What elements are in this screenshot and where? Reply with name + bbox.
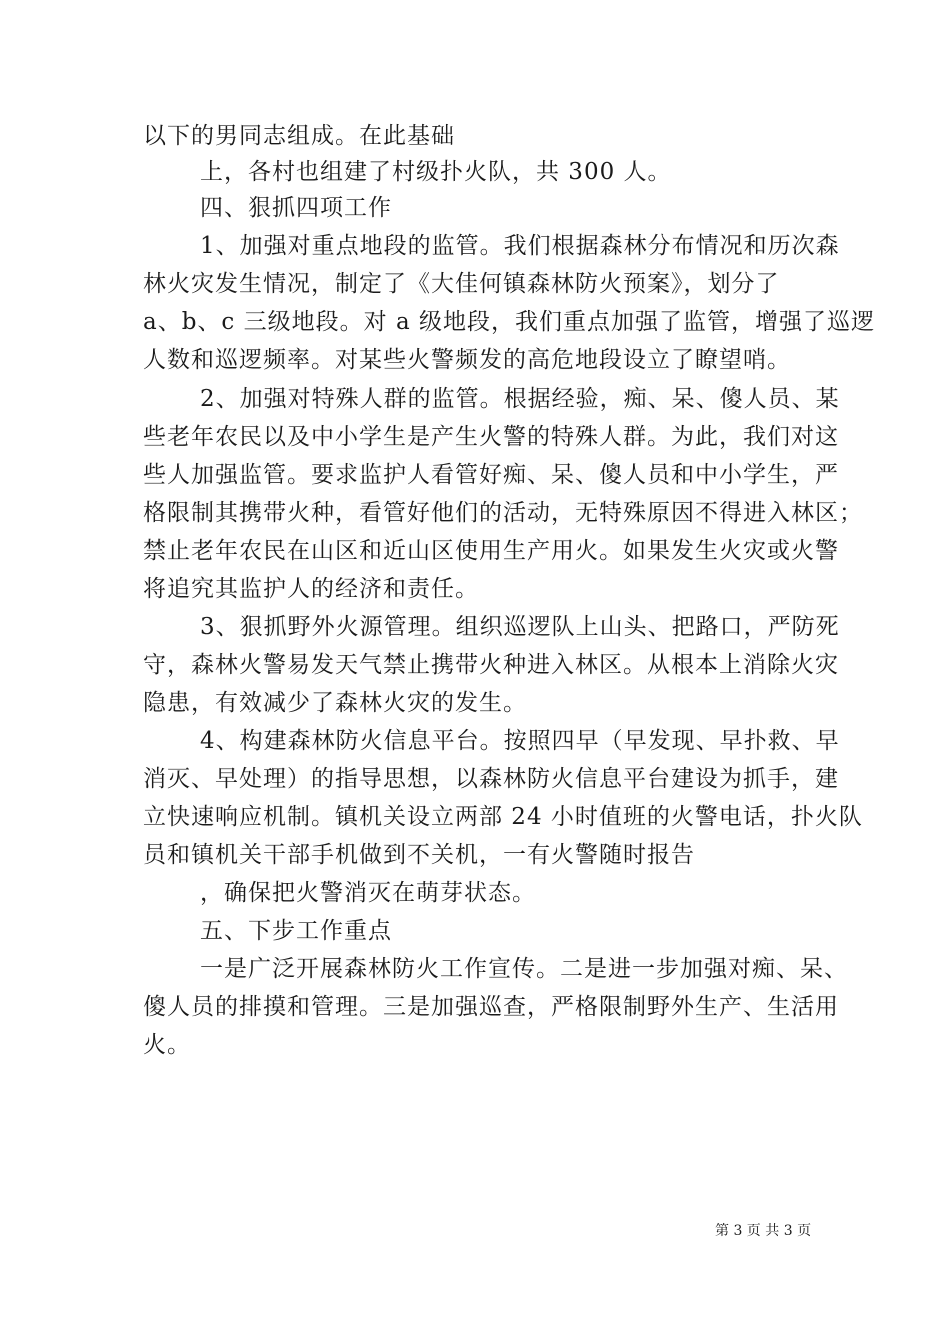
text-line: 将追究其监护人的经济和责任。: [143, 576, 479, 602]
text-line: 员和镇机关干部手机做到不关机，一有火警随时报告: [143, 842, 695, 868]
text-line: 些老年农民以及中小学生是产生火警的特殊人群。为此，我们对这: [143, 424, 839, 450]
text-line: 人数和巡逻频率。对某些火警频发的高危地段设立了瞭望哨。: [143, 347, 791, 373]
section-heading: 四、狠抓四项工作: [200, 195, 392, 221]
text-line: 3、狠抓野外火源管理。组织巡逻队上山头、把路口，严防死: [200, 614, 840, 640]
text-line: 隐患，有效减少了森林火灾的发生。: [143, 690, 527, 716]
text-line: 禁止老年农民在山区和近山区使用生产用火。如果发生火灾或火警: [143, 538, 839, 564]
text-line: ，确保把火警消灭在萌芽状态。: [200, 880, 536, 906]
text-line: 消灭、早处理）的指导思想，以森林防火信息平台建设为抓手，建: [143, 766, 839, 792]
text-line: 立快速响应机制。镇机关设立两部 24 小时值班的火警电话，扑火队: [143, 804, 863, 830]
text-line: 以下的男同志组成。在此基础: [143, 123, 455, 149]
text-line: 火。: [143, 1032, 191, 1058]
text-line: 些人加强监管。要求监护人看管好痴、呆、傻人员和中小学生，严: [143, 462, 839, 488]
section-heading: 五、下步工作重点: [200, 918, 392, 944]
text-line: 格限制其携带火种，看管好他们的活动，无特殊原因不得进入林区；: [143, 500, 863, 526]
text-line: 上，各村也组建了村级扑火队，共 300 人。: [200, 159, 672, 185]
text-line: 1、加强对重点地段的监管。我们根据森林分布情况和历次森: [200, 233, 840, 259]
text-line: 傻人员的排摸和管理。三是加强巡查，严格限制野外生产、生活用: [143, 994, 839, 1020]
text-line: 一是广泛开展森林防火工作宣传。二是进一步加强对痴、呆、: [200, 956, 848, 982]
text-line: a、b、c 三级地段。对 a 级地段，我们重点加强了监管，增强了巡逻: [143, 309, 875, 335]
text-line: 守，森林火警易发天气禁止携带火种进入林区。从根本上消除火灾: [143, 652, 839, 678]
text-line: 林火灾发生情况，制定了《大佳何镇森林防火预案》，划分了: [143, 271, 780, 297]
text-line: 2、加强对特殊人群的监管。根据经验，痴、呆、傻人员、某: [200, 386, 840, 412]
text-line: 4、构建森林防火信息平台。按照四早（早发现、早扑救、早: [200, 728, 840, 754]
page-number: 第 3 页 共 3 页: [715, 1223, 812, 1239]
